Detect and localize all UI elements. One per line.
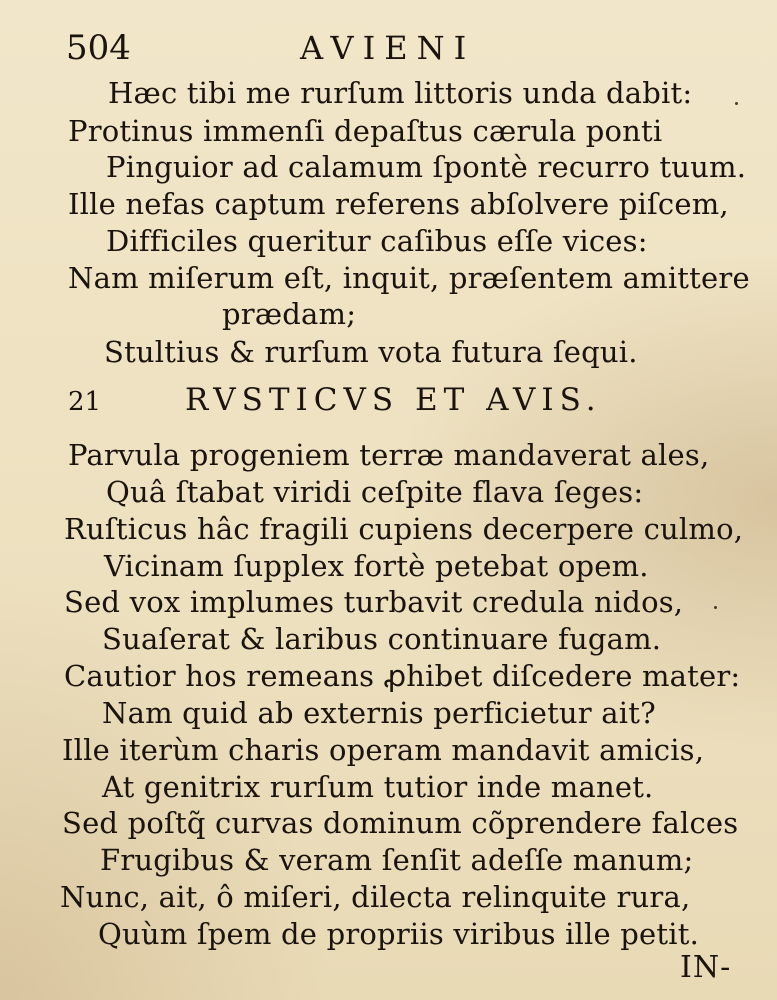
verse-line: Nam quid ab externis perficietur ait? xyxy=(102,696,656,730)
verse-line: Hæc tibi me rurſum littoris unda dabit: xyxy=(108,76,693,110)
verse-line: Nam miſerum eſt, inquit, præſentem amittere xyxy=(68,261,750,295)
verse-line: Sed vox implumes turbavit credula nidos, xyxy=(64,585,684,619)
verse-line: Protinus immenſi depaſtus cærula ponti xyxy=(68,114,663,148)
verse-line: Frugibus & veram ſenſit adeſſe manum; xyxy=(100,843,694,877)
verse-line: Stultius & rurſum vota futura ſequi. xyxy=(104,335,638,369)
verse-line: Nunc, ait, ô miſeri, dilecta relinquite rura, xyxy=(60,880,691,914)
verse-line: Sed poſtq̃ curvas dominum cõprendere falces xyxy=(62,806,739,840)
verse-line: Ille nefas captum referens abſolvere piſcem, xyxy=(68,187,729,221)
verse-line: Vicinam ſupplex fortè petebat opem. xyxy=(104,549,649,583)
verse-line: Ruſticus hâc fragili cupiens decerpere culmo, xyxy=(64,512,744,546)
verse-line: At genitrix rurſum tutior inde manet. xyxy=(102,770,654,804)
running-head: AVIENI xyxy=(300,29,476,67)
ink-speck xyxy=(735,102,738,105)
ink-speck xyxy=(714,606,717,609)
verse-line: Difficiles queritur caſibus eſſe vices: xyxy=(106,224,648,258)
verse-line: Quâ ſtabat viridi ceſpite flava ſeges: xyxy=(106,475,644,509)
verse-line: Parvula progeniem terræ mandaverat ales, xyxy=(68,438,710,472)
fable-number: 21 xyxy=(68,387,102,417)
verse-line: Ille iterùm charis operam mandavit amicis, xyxy=(62,733,705,767)
catchword: IN- xyxy=(680,950,732,985)
verse-line: Pinguior ad calamum ſpontè recurro tuum. xyxy=(106,150,747,184)
verse-line: Cautior hos remeans ꝓhibet diſcedere mater: xyxy=(64,659,741,693)
verse-line-runover: prædam; xyxy=(222,297,357,331)
verse-line: Quùm ſpem de propriis viribus ille petit. xyxy=(98,917,700,951)
page-number: 504 xyxy=(66,28,131,68)
verse-line: Suaſerat & laribus continuare fugam. xyxy=(102,622,662,656)
fable-title: RVSTICVS ET AVIS. xyxy=(185,382,602,418)
